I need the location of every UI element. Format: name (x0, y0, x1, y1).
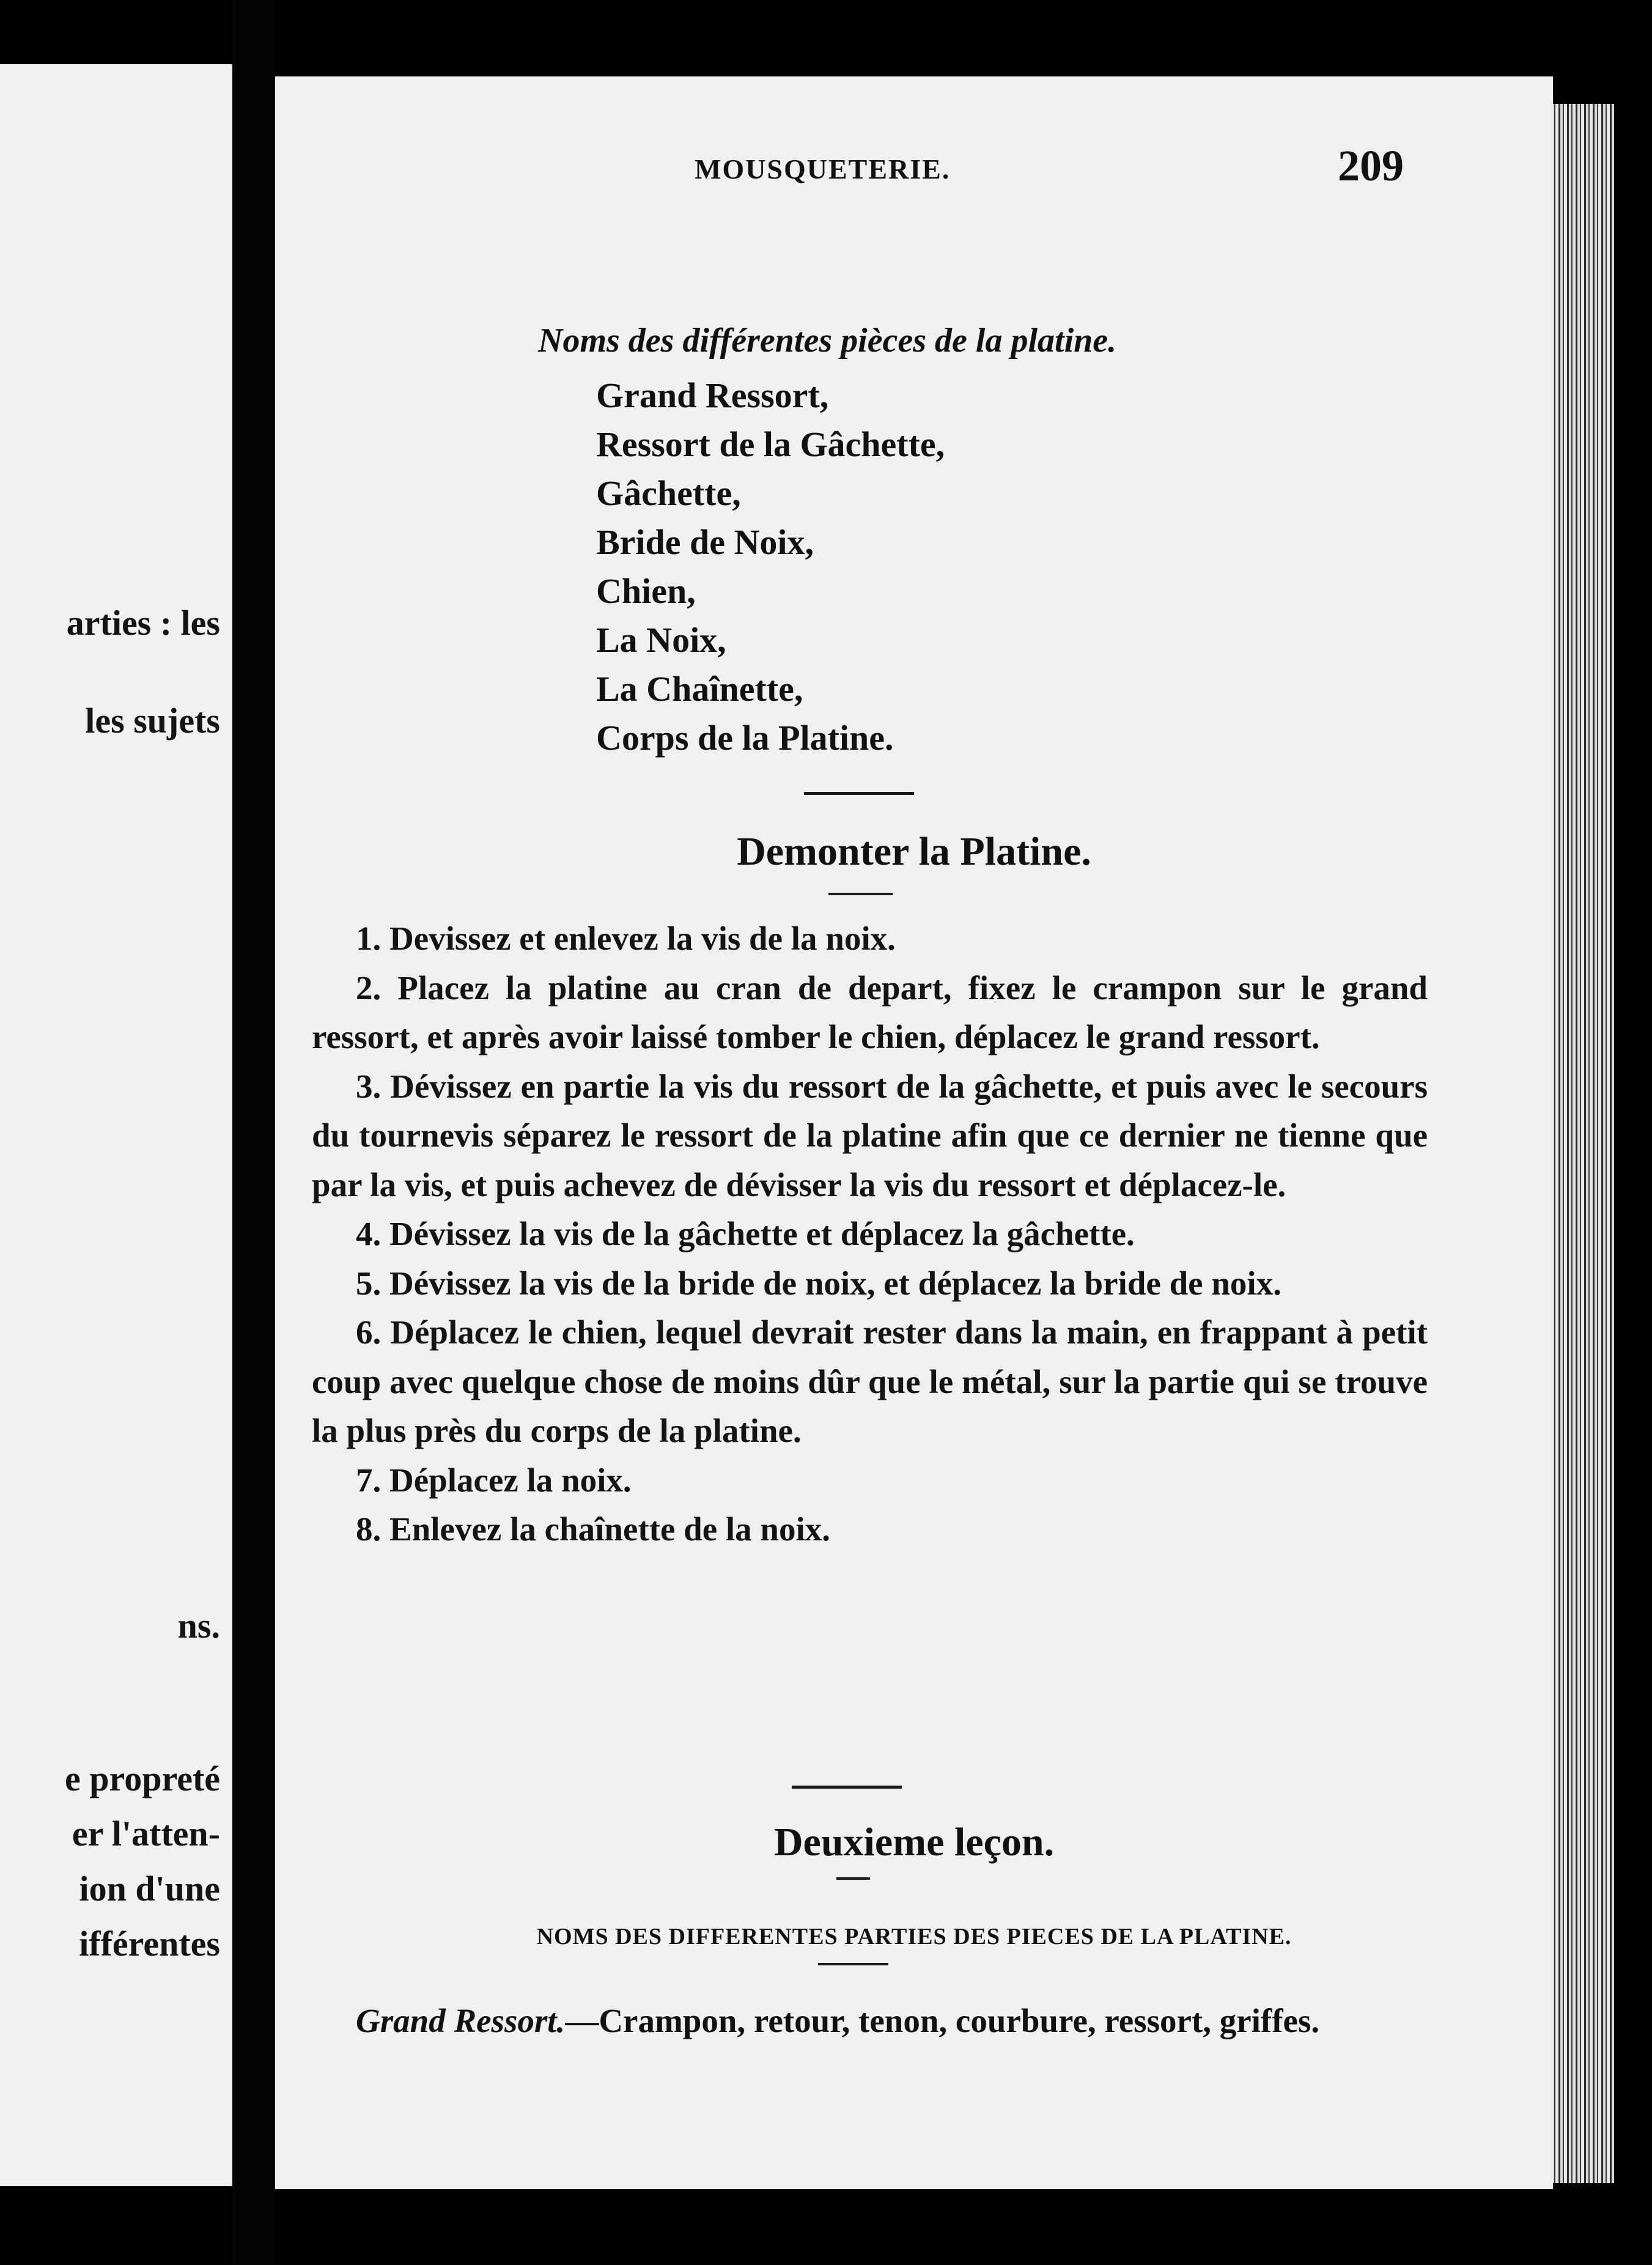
book-page (275, 76, 1553, 2189)
left-page-line: ns. (177, 1606, 220, 1646)
step-paragraph: 8. Enlevez la chaînette de la noix. (356, 1510, 831, 1548)
previous-page-fragment (0, 64, 232, 2186)
section-rule (828, 893, 893, 895)
section-rule (818, 1963, 888, 1965)
disassembly-steps (312, 914, 1428, 1554)
section-rule (792, 1786, 902, 1789)
step-paragraph: 4. Dévissez la vis de la gâchette et déplacez la gâchette. (356, 1215, 1135, 1252)
page-number: 209 (1338, 141, 1404, 190)
lesson-heading: Deuxieme leçon. (773, 1820, 1055, 1864)
parts-list (596, 371, 945, 763)
section-rule (836, 1877, 870, 1880)
left-page-line: les sujets (85, 701, 220, 741)
parts-list-item: Grand Ressort, (596, 375, 829, 415)
definition-text: —Crampon, retour, tenon, courbure, ressort, griffes. (565, 2002, 1320, 2039)
section-heading: Demonter la Platine. (737, 829, 1091, 874)
parts-list-item: Ressort de la Gâchette, (596, 424, 945, 464)
parts-list-item: Chien, (596, 571, 696, 611)
left-page-line: ifférentes (79, 1924, 220, 1964)
step-paragraph: 1. Devissez et enlevez la vis de la noix. (356, 920, 896, 957)
parts-list-item: La Noix, (596, 620, 726, 660)
page-edges (1547, 104, 1614, 2183)
step-paragraph: 2. Placez la platine au cran de depart, fixez le crampon sur le grand ressort, et après avoir laissé tomber le chien, déplacez le grand ressort. (312, 969, 1428, 1055)
book-gutter (232, 0, 275, 2265)
step-paragraph: 3. Dévissez en partie la vis du ressort de la gâchette, et puis avec le secours du tournevis séparez le ressort de la platine afin que ce dernier ne tienne que par la vis, et puis achevez de dévisser la vis du ressort et déplacez-le. (312, 1067, 1428, 1203)
left-page-line: er l'atten- (72, 1814, 220, 1853)
parts-list-item: La Chaînette, (596, 669, 803, 709)
step-paragraph: 7. Déplacez la noix. (356, 1461, 632, 1499)
parts-list-item: Bride de Noix, (596, 522, 814, 562)
left-page-line: e propreté (65, 1759, 220, 1798)
parts-caption: NOMS DES DIFFERENTES PARTIES DES PIECES DE LA PLATINE. (536, 1924, 1292, 1949)
left-page-line: ion d'une (79, 1869, 220, 1908)
section-rule (804, 792, 914, 795)
definition-term: Grand Ressort. (356, 2002, 566, 2039)
parts-subtitle: Noms des différentes pièces de la platine. (538, 322, 1117, 360)
running-head: MOUSQUETERIE. (695, 153, 951, 185)
parts-list-item: Gâchette, (596, 473, 741, 513)
step-paragraph: 5. Dévissez la vis de la bride de noix, et déplacez la bride de noix. (356, 1264, 1281, 1302)
step-paragraph: 6. Déplacez le chien, lequel devrait rester dans la main, en frappant à petit coup avec quelque chose de moins dûr que le métal, sur la partie qui se trouve la plus près du corps de la platine. (312, 1314, 1428, 1449)
definition-paragraph (312, 1997, 1428, 2045)
left-page-line: arties : les (66, 603, 220, 643)
parts-list-item: Corps de la Platine. (596, 718, 894, 758)
